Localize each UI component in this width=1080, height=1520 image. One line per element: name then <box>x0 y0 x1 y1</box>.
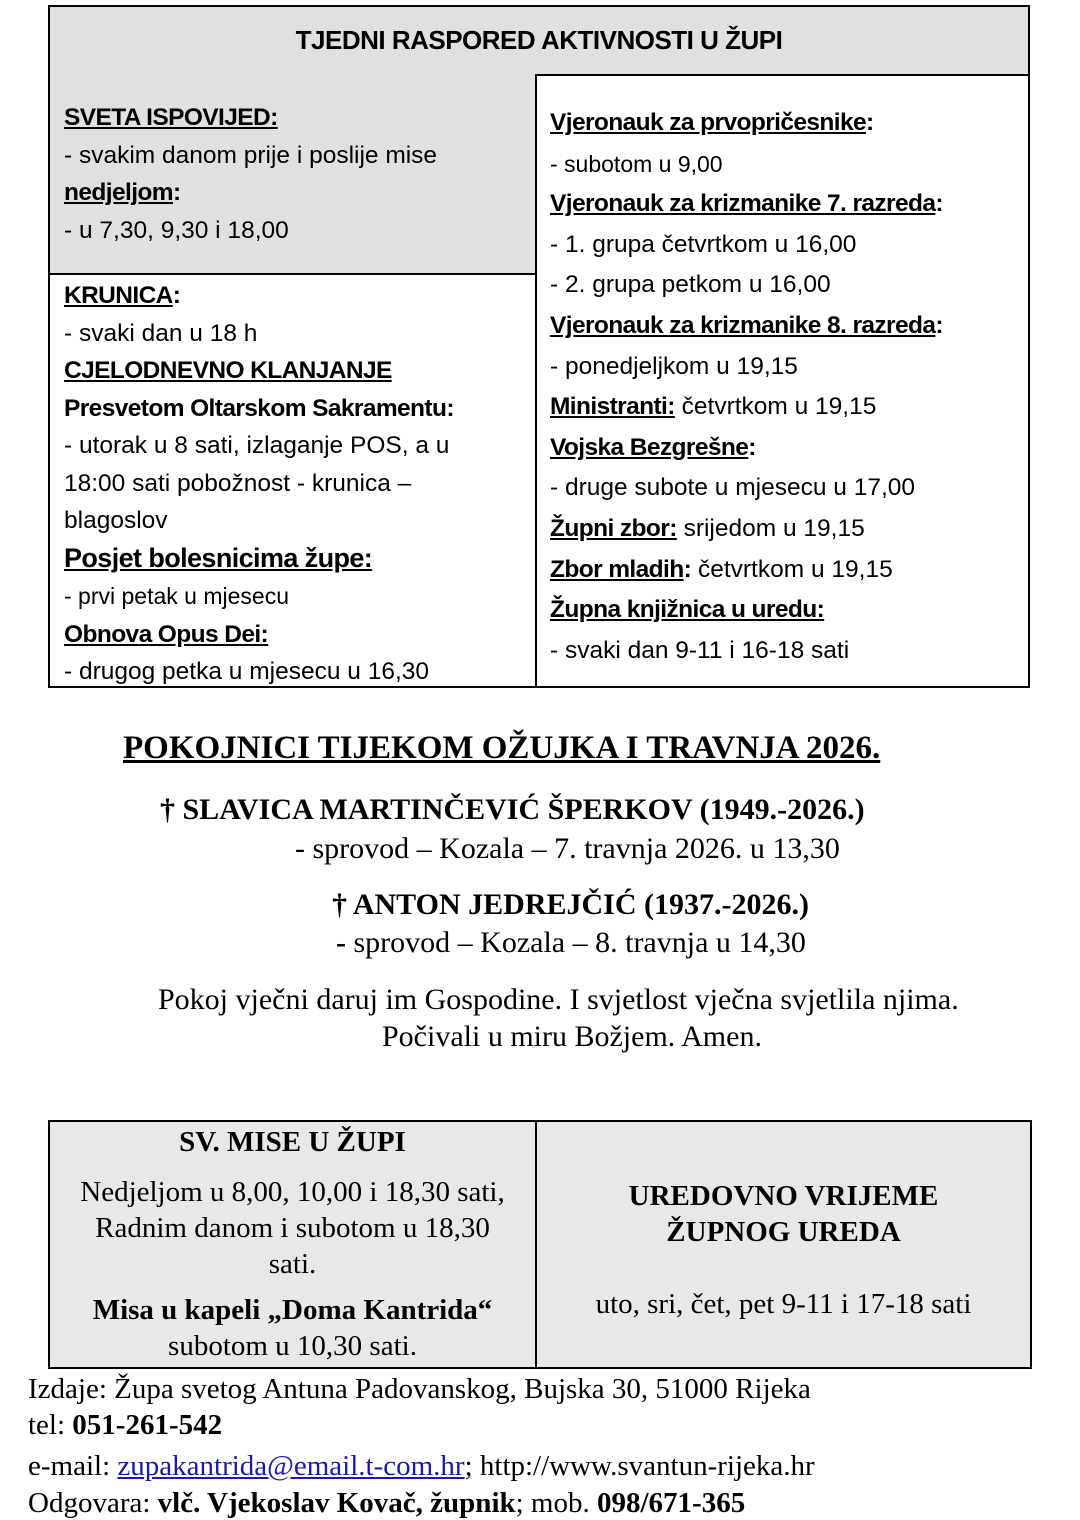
responsible-label: Odgovara: <box>28 1487 158 1519</box>
confession-title: SVETA ISPOVIJED: <box>64 104 278 131</box>
confirmation-8-title: Vjeronauk za krizmanike 8. razreda <box>550 311 936 339</box>
weekly-schedule-table <box>48 5 1030 688</box>
mass-line-2: Radnim danom i subotom u 18,30 <box>95 1212 490 1244</box>
adoration-text-3: blagoslov <box>64 507 168 534</box>
youth-choir-text: četvrtkom u 19,15 <box>691 555 893 583</box>
office-title-line-1: UREDOVNO VRIJEME <box>628 1180 939 1212</box>
adoration-text-1: - utorak u 8 sati, izlaganje POS, a u <box>64 432 450 459</box>
sick-visit-text: - prvi petak u mjesecu <box>64 583 289 609</box>
army-text: - druge subote u mjesecu u 17,00 <box>550 474 916 502</box>
rosary-adoration-cell <box>64 277 454 691</box>
mobile-value: 098/671-365 <box>597 1487 746 1519</box>
army-colon: : <box>748 433 756 461</box>
library-text: - svaki dan 9-11 i 16-18 sati <box>550 636 850 664</box>
schedule-title: TJEDNI RASPORED AKTIVNOSTI U ŽUPI <box>50 7 1028 76</box>
youth-choir-colon: : <box>683 555 692 583</box>
confirmation-8-colon: : <box>935 311 943 339</box>
sunday-title: nedjeljom <box>64 179 173 206</box>
mass-line-3: sati. <box>268 1248 317 1280</box>
responsible-line <box>28 1487 745 1520</box>
confirmation-8-text: - ponedjeljkom u 19,15 <box>550 352 798 380</box>
confession-text: - svakim danom prije i poslije mise <box>64 141 438 169</box>
column-divider <box>535 74 537 686</box>
prayer-line-2: Počivali u miru Božjem. Amen. <box>382 1020 762 1053</box>
phone-line <box>28 1409 222 1442</box>
deceased-person-1-funeral: - sprovod – Kozala – 7. travnja 2026. u 13,30 <box>295 832 840 865</box>
parish-choir-title: Župni zbor: <box>550 514 677 542</box>
confirmation-7-colon: : <box>935 190 943 218</box>
tel-value: 051-261-542 <box>72 1409 223 1441</box>
mobile-label: ; mob. <box>515 1487 597 1519</box>
deceased-person-1-name: † SLAVICA MARTINČEVIĆ ŠPERKOV (1949.-2026.) <box>160 793 865 826</box>
adoration-text-2: 18:00 sati pobožnost - krunica – <box>64 469 412 497</box>
catechism-cell <box>550 103 943 671</box>
email-link[interactable]: zupakantrida@email.t-com.hr <box>117 1450 465 1482</box>
adoration-title: CJELODNEVNO KLANJANJE <box>64 357 392 384</box>
sick-visit-title: Posjet bolesnicima župe: <box>64 542 373 573</box>
first-communion-text: - subotom u 9,00 <box>550 150 723 177</box>
opus-dei-text: - drugog petka u mjesecu u 16,30 <box>64 658 430 685</box>
opus-dei-title: Obnova Opus Dei: <box>64 620 269 648</box>
website-url[interactable]: http://www.svantun-rijeka.hr <box>479 1450 815 1482</box>
funeral-dash: - <box>336 926 346 959</box>
adoration-subtitle: Presvetom Oltarskom Sakramentu: <box>64 394 454 422</box>
altar-servers-title: Ministranti: <box>550 393 675 421</box>
confirmation-7-text-1: - 1. grupa četvrtkom u 16,00 <box>550 230 857 258</box>
deceased-person-2-name: † ANTON JEDREJČIĆ (1937.-2026.) <box>332 888 809 921</box>
publisher-line: Izdaje: Župa svetog Antuna Padovanskog, Bujska 30, 51000 Rijeka <box>28 1373 811 1405</box>
prayer-line-1: Pokoj vječni daruj im Gospodine. I svjetlost vječna svjetlila njima. <box>158 983 959 1016</box>
first-communion-title: Vjeronauk za prvopričesnike <box>550 109 867 136</box>
mass-office-table <box>48 1120 1032 1369</box>
office-hours: uto, sri, čet, pet 9-11 i 17-18 sati <box>595 1288 972 1320</box>
confirmation-7-text-2: - 2. grupa petkom u 16,00 <box>550 271 831 299</box>
chapel-mass-text: subotom u 10,30 sati. <box>168 1330 417 1362</box>
web-separator: ; <box>464 1450 480 1482</box>
mass-title: SV. MISE U ŽUPI <box>179 1126 406 1158</box>
responsible-name: vlč. Vjekoslav Kovač, župnik <box>157 1487 516 1519</box>
rosary-title: KRUNICA <box>64 282 173 309</box>
confession-cell <box>64 99 437 249</box>
office-hours-cell <box>537 1178 1030 1322</box>
confirmation-7-title: Vjeronauk za krizmanike 7. razreda <box>550 190 936 218</box>
contact-line <box>28 1450 815 1483</box>
rosary-text: - svaki dan u 18 h <box>64 319 258 347</box>
chapel-mass-title: Misa u kapeli „Doma Kantrida“ <box>92 1294 493 1326</box>
office-title-line-2: ŽUPNOG UREDA <box>666 1216 901 1248</box>
first-communion-colon: : <box>866 109 874 136</box>
sunday-colon: : <box>172 179 181 206</box>
email-label: e-mail: <box>28 1450 118 1482</box>
youth-choir-title: Zbor mladih <box>550 555 684 583</box>
funeral-text: sprovod – Kozala – 8. travnja u 14,30 <box>346 926 806 959</box>
deceased-person-2-funeral <box>336 926 806 960</box>
parish-choir-text: srijedom u 19,15 <box>676 514 865 542</box>
library-title: Župna knjižnica u uredu: <box>550 596 825 624</box>
tel-label: tel: <box>28 1409 73 1441</box>
deceased-section-title: POKOJNICI TIJEKOM OŽUJKA I TRAVNJA 2026. <box>123 730 881 766</box>
mass-times-cell <box>50 1124 535 1364</box>
sunday-text: - u 7,30, 9,30 i 18,00 <box>64 216 289 244</box>
rosary-colon: : <box>172 282 181 309</box>
altar-servers-text: četvrtkom u 19,15 <box>674 393 877 421</box>
army-title: Vojska Bezgrešne <box>550 433 749 461</box>
mass-line-1: Nedjeljom u 8,00, 10,00 i 18,30 sati, <box>80 1176 505 1208</box>
